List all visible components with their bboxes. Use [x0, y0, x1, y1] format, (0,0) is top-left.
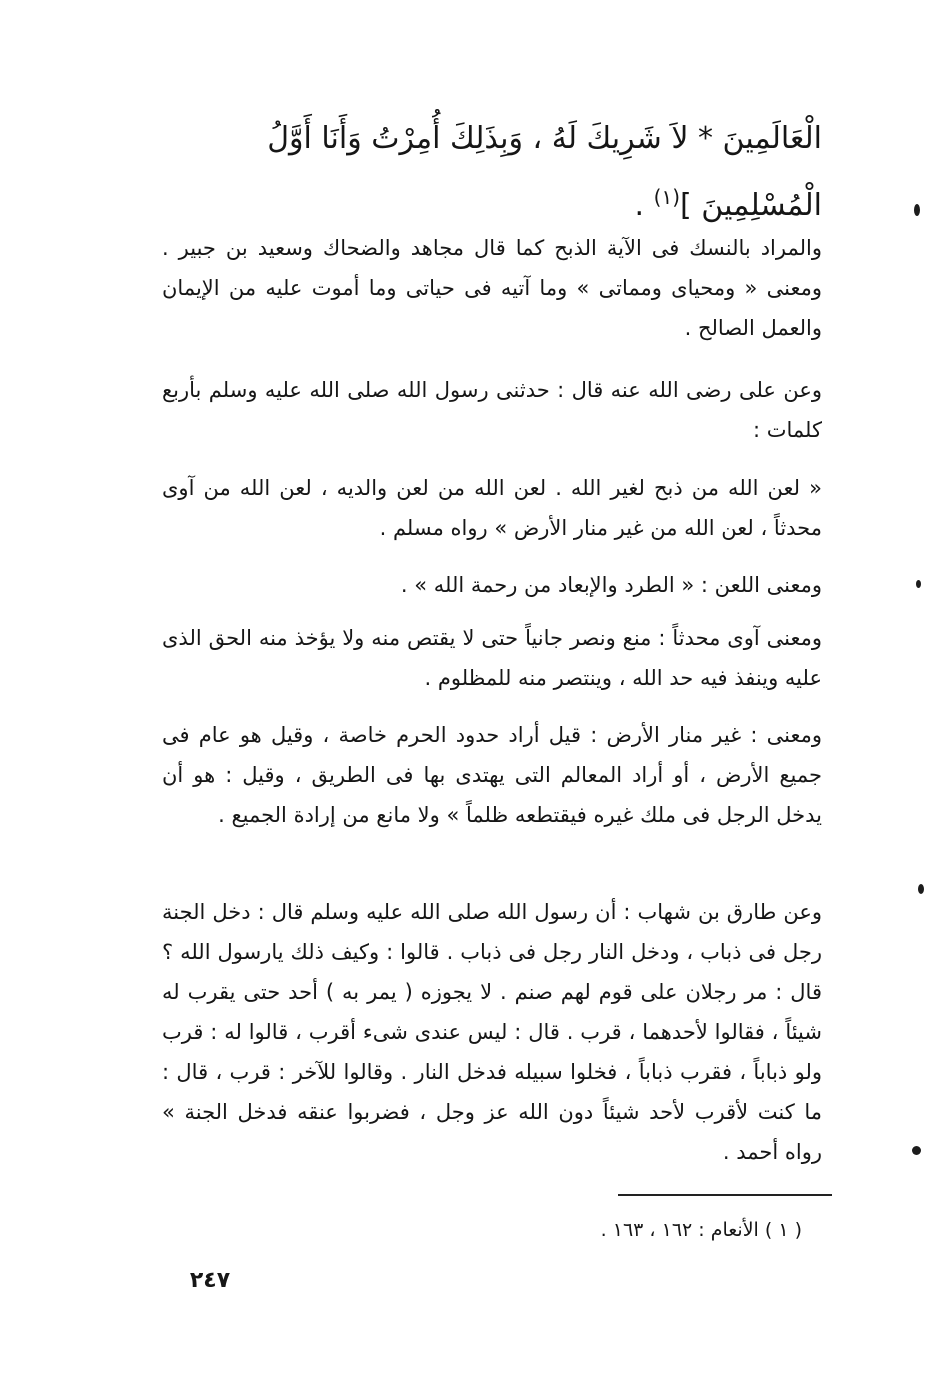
paragraph-muhdith-meaning: ومعنى آوى محدثاً : منع ونصر جانياً حتى لا يقتص منه ولا يؤخذ منه الحق الذى عليه وينفذ فيه حد الله ، وينتصر منه للمظلوم .	[162, 626, 822, 690]
scan-mark	[916, 580, 921, 588]
verse-line-2-end: .	[634, 188, 654, 223]
verse-line-1: الْعَالَمِينَ * لاَ شَرِيكَ لَهُ ، وَبِذَلِكَ أُمِرْتُ وَأَنَا أَوَّلُ	[267, 121, 822, 156]
footnote-divider	[618, 1194, 832, 1196]
paragraph-nusuk-meaning: والمراد بالنسك فى الآية الذبح كما قال مجاهد والضحاك وسعيد بن جبير . ومعنى « ومحياى ومماتى » وما آتيه فى حياتى وما أموت عليه من الإيمان والعمل الصالح .	[162, 236, 822, 340]
quran-verse	[162, 110, 822, 235]
scan-mark	[914, 204, 920, 216]
paragraph-ali-hadith-intro: وعن على رضى الله عنه قال : حدثنى رسول الله صلى الله عليه وسلم بأربع كلمات :	[162, 378, 822, 442]
paragraph-laan-meaning: ومعنى اللعن : « الطرد والإبعاد من رحمة الله » .	[400, 573, 822, 597]
verse-line-2-text: الْمُسْلِمِينَ ]	[680, 188, 822, 223]
page-number: ٢٤٧	[189, 1268, 231, 1293]
paragraph-tariq-hadith: وعن طارق بن شهاب : أن رسول الله صلى الله عليه وسلم قال : دخل الجنة رجل فى ذباب ، ودخل النار رجل فى ذباب . قالوا : وكيف ذلك يارسول الله ؟ قال : مر رجلان على قوم لهم صنم . لا يجوزه ( يمر به ) أحد حتى يقرب له شيئاً ، فقالوا لأحدهما ، قرب . قال : ليس عندى شىء أقرب ، قالوا له : قرب ولو ذباباً ، فقرب ذباباً ، فخلوا سبيله فدخل النار . وقالوا للآخر : قرب ، قال : ما كنت لأقرب لأحد شيئاً دون الله عز وجل ، فضربوا عنقه فدخل الجنة » رواه أحمد .	[162, 900, 822, 1164]
verse-line-2	[162, 168, 822, 235]
paragraph-ali-hadith-text: « لعن الله من ذبح لغير الله . لعن الله من لعن والديه ، لعن الله من آوى محدثاً ، لعن الله من غير منار الأرض » رواه مسلم .	[162, 476, 822, 540]
footnote-reference: (١)	[653, 185, 680, 209]
footnote: ( ١ ) الأنعام : ١٦٢ ، ١٦٣ .	[600, 1219, 802, 1241]
scan-mark	[912, 1146, 921, 1155]
scan-mark	[918, 884, 924, 894]
paragraph-manar-meaning: ومعنى : غير منار الأرض : قيل أراد حدود الحرم خاصة ، وقيل هو عام فى جميع الأرض ، أو أراد المعالم التى يهتدى بها فى الطريق ، وقيل : هو أن يدخل الرجل فى ملك غيره فيقتطعه ظلماً » ولا مانع من إرادة الجميع .	[162, 723, 822, 827]
